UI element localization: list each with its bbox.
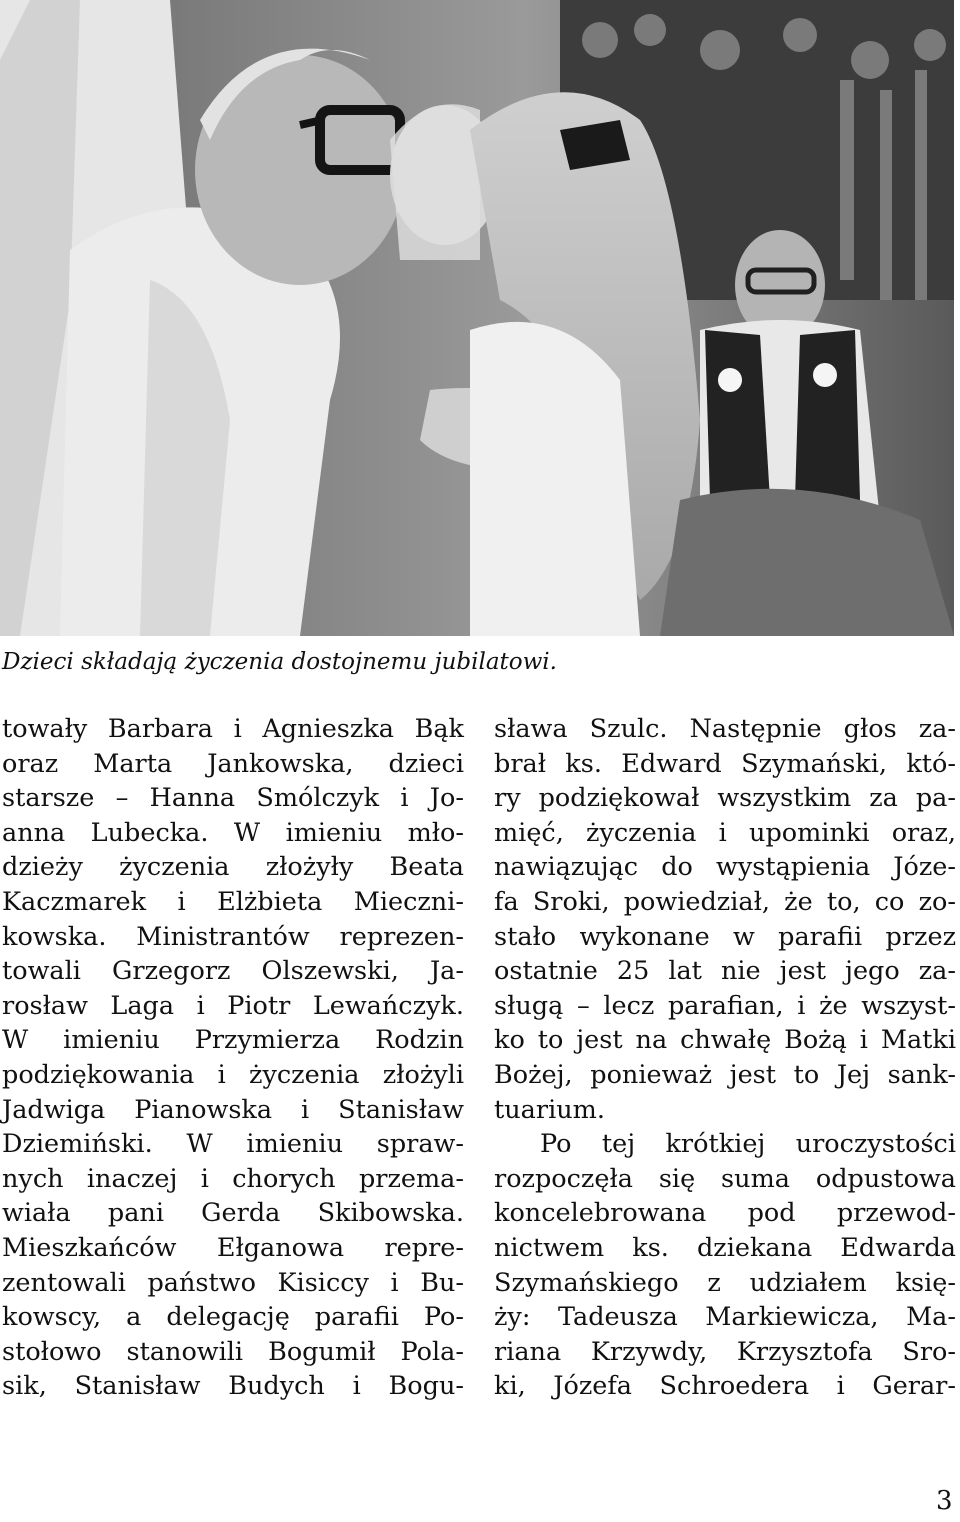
text-line: stało wykonane w parafii przez (494, 921, 956, 952)
text-line: sik, Stanisław Budych i Bogu- (2, 1371, 464, 1402)
photograph (0, 0, 954, 636)
text-line: dzieży życzenia złożyły Beata (2, 852, 464, 883)
photo-children-greeting-priest-icon (0, 0, 954, 636)
text-line: Dziemiński. W imieniu spraw- (2, 1129, 464, 1160)
text-line: W imieniu Przymierza Rodzin (2, 1025, 464, 1056)
text-line: ostatnie 25 lat nie jest jego za- (494, 956, 956, 987)
text-line: zentowali państwo Kisiccy i Bu- (2, 1267, 464, 1298)
text-line: rosław Laga i Piotr Lewańczyk. (2, 990, 464, 1021)
text-line: Po tej krótkiej uroczystości (540, 1129, 956, 1160)
text-line: towały Barbara i Agnieszka Bąk (2, 714, 464, 744)
text-line: ży: Tadeusza Markiewicza, Ma- (494, 1302, 956, 1333)
text-line: podziękowania i życzenia złożyli (2, 1059, 464, 1090)
text-line: kowska. Ministrantów reprezen- (2, 921, 464, 952)
text-line: starsze – Hanna Smólczyk i Jo- (2, 783, 464, 814)
text-line: nawiązując do wystąpienia Józe- (494, 852, 956, 883)
text-column-right (494, 712, 956, 1404)
text-line: fa Sroki, powiedział, że to, co zo- (494, 886, 956, 917)
text-line: koncelebrowana pod przewod- (494, 1198, 956, 1229)
text-line: Bożej, ponieważ jest to Jej sank- (494, 1059, 956, 1090)
photo-caption: Dzieci składają życzenia dostojnemu jubilatowi. (2, 649, 557, 675)
text-line: stołowo stanowili Bogumił Pola- (2, 1336, 464, 1367)
text-line: anna Lubecka. W imieniu mło- (2, 817, 464, 848)
text-line: sługą – lecz parafian, i że wszyst- (494, 990, 956, 1021)
text-line: Kaczmarek i Elżbieta Mieczni- (2, 886, 464, 917)
text-line: ry podziękował wszystkim za pa- (494, 783, 956, 814)
text-line: wiała pani Gerda Skibowska. (2, 1198, 464, 1229)
text-line: ko to jest na chwałę Bożą i Matki (494, 1025, 956, 1056)
text-line: towali Grzegorz Olszewski, Ja- (2, 956, 464, 987)
text-line: sława Szulc. Następnie głos za- (494, 714, 956, 744)
text-line: kowscy, a delegację parafii Po- (2, 1302, 464, 1333)
text-line: Jadwiga Pianowska i Stanisław (2, 1094, 464, 1125)
text-line: rozpoczęła się suma odpustowa (494, 1163, 956, 1194)
text-line: Mieszkańców Ełganowa repre- (2, 1232, 464, 1263)
page-number: 3 (936, 1486, 953, 1516)
text-column-left (2, 712, 464, 1404)
text-line: Szymańskiego z udziałem księ- (494, 1267, 956, 1298)
text-line: tuarium. (494, 1094, 605, 1125)
text-line: nictwem ks. dziekana Edwarda (494, 1232, 956, 1263)
text-line: mięć, życzenia i upominki oraz, (494, 817, 956, 848)
text-line: ki, Józefa Schroedera i Gerar- (494, 1371, 956, 1402)
text-line: riana Krzywdy, Krzysztofa Sro- (494, 1336, 956, 1367)
text-line: brał ks. Edward Szymański, któ- (494, 748, 956, 779)
text-line: oraz Marta Jankowska, dzieci (2, 748, 464, 779)
text-line: nych inaczej i chorych przema- (2, 1163, 464, 1194)
